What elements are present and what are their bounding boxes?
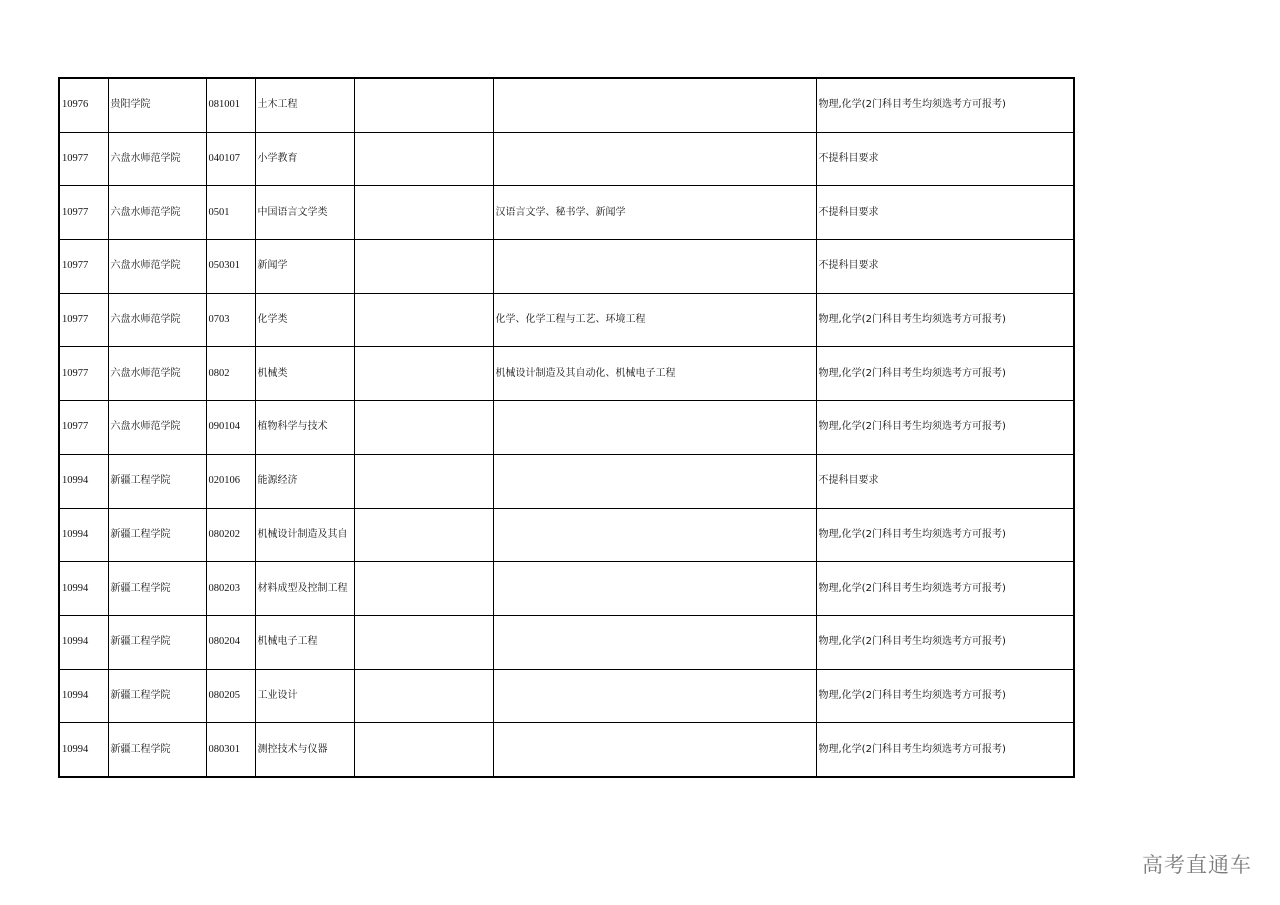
major-name-cell: 土木工程	[255, 78, 354, 132]
included-majors-cell: 汉语言文学、秘书学、新闻学	[493, 186, 816, 240]
school-name-cell: 新疆工程学院	[108, 615, 206, 669]
included-majors-cell: 机械设计制造及其自动化、机械电子工程	[493, 347, 816, 401]
subject-requirement-cell: 物理,化学(2门科目考生均须选考方可报考)	[816, 615, 1074, 669]
included-majors-cell	[493, 669, 816, 723]
school-code-cell: 10994	[59, 669, 108, 723]
major-code-cell: 080204	[206, 615, 255, 669]
school-name-cell: 新疆工程学院	[108, 723, 206, 777]
table-row	[59, 240, 1074, 294]
major-code-cell: 090104	[206, 401, 255, 455]
major-code-cell: 081001	[206, 78, 255, 132]
major-code-cell: 0802	[206, 347, 255, 401]
major-name-cell: 新闻学	[255, 240, 354, 294]
subject-requirement-cell: 不提科目要求	[816, 240, 1074, 294]
included-majors-cell	[493, 562, 816, 616]
school-code-cell: 10994	[59, 454, 108, 508]
included-majors-cell	[493, 615, 816, 669]
school-code-cell: 10977	[59, 401, 108, 455]
major-code-cell: 0501	[206, 186, 255, 240]
included-majors-cell	[493, 723, 816, 777]
major-code-cell: 020106	[206, 454, 255, 508]
subject-requirement-cell: 物理,化学(2门科目考生均须选考方可报考)	[816, 508, 1074, 562]
included-majors-cell	[493, 454, 816, 508]
major-code-cell: 080202	[206, 508, 255, 562]
remark-cell	[354, 562, 493, 616]
remark-cell	[354, 401, 493, 455]
remark-cell	[354, 508, 493, 562]
major-code-cell: 080301	[206, 723, 255, 777]
major-name-cell: 中国语言文学类	[255, 186, 354, 240]
subject-requirement-cell: 物理,化学(2门科目考生均须选考方可报考)	[816, 401, 1074, 455]
remark-cell	[354, 454, 493, 508]
subject-requirement-cell: 物理,化学(2门科目考生均须选考方可报考)	[816, 669, 1074, 723]
included-majors-cell	[493, 78, 816, 132]
table-row	[59, 723, 1074, 777]
school-name-cell: 新疆工程学院	[108, 562, 206, 616]
subject-requirement-cell: 物理,化学(2门科目考生均须选考方可报考)	[816, 78, 1074, 132]
table-row	[59, 186, 1074, 240]
remark-cell	[354, 347, 493, 401]
school-name-cell: 新疆工程学院	[108, 454, 206, 508]
school-code-cell: 10977	[59, 132, 108, 186]
subject-requirement-cell: 不提科目要求	[816, 186, 1074, 240]
subject-requirement-cell: 物理,化学(2门科目考生均须选考方可报考)	[816, 723, 1074, 777]
table-row	[59, 78, 1074, 132]
included-majors-cell	[493, 132, 816, 186]
included-majors-cell: 化学、化学工程与工艺、环境工程	[493, 293, 816, 347]
school-code-cell: 10994	[59, 562, 108, 616]
remark-cell	[354, 293, 493, 347]
table-row	[59, 454, 1074, 508]
school-name-cell: 六盘水师范学院	[108, 132, 206, 186]
table-row	[59, 669, 1074, 723]
major-code-cell: 080205	[206, 669, 255, 723]
remark-cell	[354, 723, 493, 777]
school-code-cell: 10977	[59, 240, 108, 294]
included-majors-cell	[493, 508, 816, 562]
table-body	[59, 78, 1074, 777]
school-code-cell: 10994	[59, 615, 108, 669]
remark-cell	[354, 240, 493, 294]
major-name-cell: 小学教育	[255, 132, 354, 186]
major-name-cell: 工业设计	[255, 669, 354, 723]
table-row	[59, 347, 1074, 401]
remark-cell	[354, 669, 493, 723]
subject-requirement-cell: 物理,化学(2门科目考生均须选考方可报考)	[816, 562, 1074, 616]
included-majors-cell	[493, 240, 816, 294]
included-majors-cell	[493, 401, 816, 455]
school-name-cell: 贵阳学院	[108, 78, 206, 132]
subject-requirement-cell: 物理,化学(2门科目考生均须选考方可报考)	[816, 347, 1074, 401]
major-name-cell: 化学类	[255, 293, 354, 347]
major-code-cell: 0703	[206, 293, 255, 347]
school-name-cell: 六盘水师范学院	[108, 401, 206, 455]
school-name-cell: 六盘水师范学院	[108, 293, 206, 347]
major-code-cell: 050301	[206, 240, 255, 294]
subject-requirement-cell: 物理,化学(2门科目考生均须选考方可报考)	[816, 293, 1074, 347]
school-code-cell: 10977	[59, 186, 108, 240]
table-row	[59, 508, 1074, 562]
major-name-cell: 植物科学与技术	[255, 401, 354, 455]
school-code-cell: 10994	[59, 508, 108, 562]
school-code-cell: 10994	[59, 723, 108, 777]
school-name-cell: 六盘水师范学院	[108, 347, 206, 401]
subject-requirement-cell: 不提科目要求	[816, 132, 1074, 186]
admission-requirements-table	[58, 77, 1075, 778]
subject-requirement-cell: 不提科目要求	[816, 454, 1074, 508]
remark-cell	[354, 78, 493, 132]
school-name-cell: 六盘水师范学院	[108, 240, 206, 294]
table-row	[59, 132, 1074, 186]
remark-cell	[354, 615, 493, 669]
major-name-cell: 测控技术与仪器	[255, 723, 354, 777]
remark-cell	[354, 132, 493, 186]
major-name-cell: 材料成型及控制工程	[255, 562, 354, 616]
school-code-cell: 10977	[59, 293, 108, 347]
school-code-cell: 10977	[59, 347, 108, 401]
table-row	[59, 562, 1074, 616]
major-name-cell: 机械电子工程	[255, 615, 354, 669]
table-row	[59, 293, 1074, 347]
school-name-cell: 六盘水师范学院	[108, 186, 206, 240]
major-name-cell: 机械设计制造及其自	[255, 508, 354, 562]
remark-cell	[354, 186, 493, 240]
table-row	[59, 615, 1074, 669]
watermark-text: 高考直通车	[1142, 853, 1252, 877]
school-name-cell: 新疆工程学院	[108, 669, 206, 723]
major-code-cell: 040107	[206, 132, 255, 186]
school-code-cell: 10976	[59, 78, 108, 132]
major-name-cell: 能源经济	[255, 454, 354, 508]
table-row	[59, 401, 1074, 455]
major-name-cell: 机械类	[255, 347, 354, 401]
school-name-cell: 新疆工程学院	[108, 508, 206, 562]
major-code-cell: 080203	[206, 562, 255, 616]
